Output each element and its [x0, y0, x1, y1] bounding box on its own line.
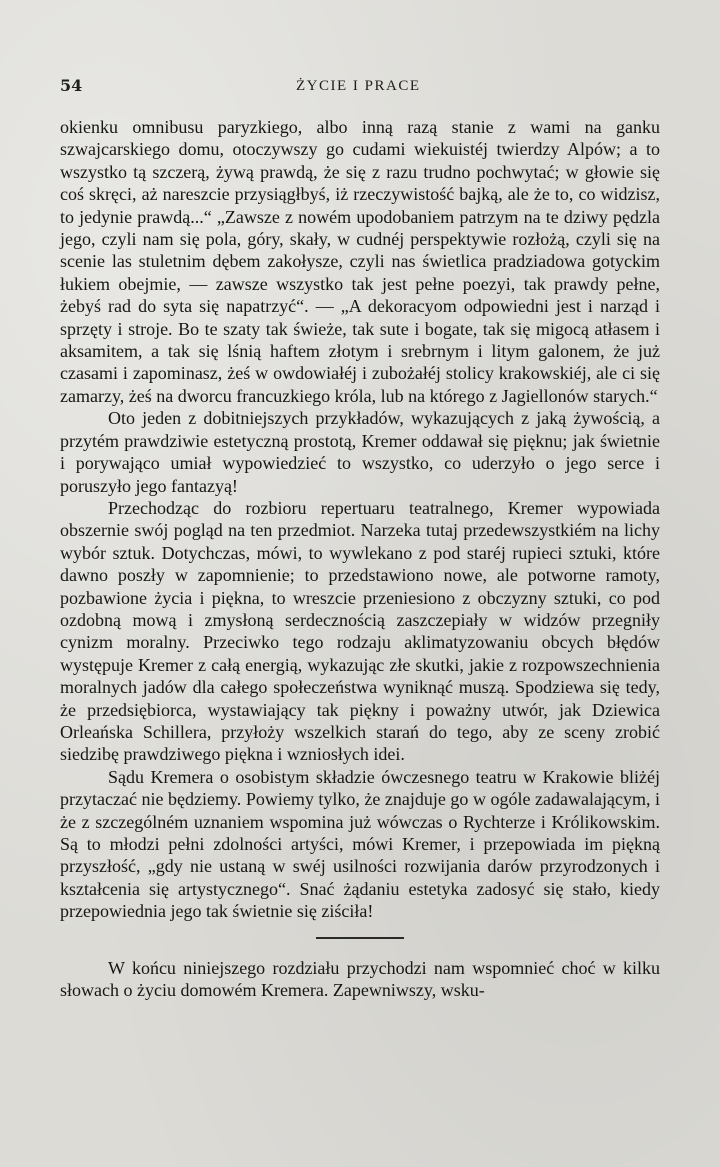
- page-number: 54: [60, 76, 83, 95]
- paragraph-domestic-life: W końcu niniejszego rozdziału przychodzi nam wspomnieć choć w kilku słowach o życiu domowém Kremera. Zapewniwszy, wsku-: [60, 957, 660, 1001]
- running-head: ŻYCIE I PRACE: [296, 78, 421, 94]
- paragraph-repertoire: Przechodząc do rozbioru repertuaru teatralnego, Kremer wypowiada obszernie swój pogląd na ten przedmiot. Narzeka tutaj przedewszystkiém na lichy wybór sztuk. Dotychczas, mówi, to wywlekano z pod staréj rupieci sztuki, które dawno poszły w zapomnienie; to przedstawiono nowe, ale potworne ramoty, pozbawione życia i piękna, to wreszcie przeniesiono z obczyzny sztuki, co pod ozdobną mową i zmysłoną serdecznością zaszczepiały w widzów przegniły cynizm moralny. Przeciwko tego rodzaju aklimatyzowaniu obcych błędów występuje Kremer z całą energią, wykazując złe skutki, jakie z rozpowszechnienia moralnych jadów dla całego społeczeństwa wyniknąć muszą. Spodziewa się tedy, że przedsiębiorca, wystawiający tak piękny i poważny utwór, jak Dziewica Orleańska Schillera, przyłoży wszelkich starań do tego, aby ze sceny zrobić siedzibę prawdziwego piękna i wzniosłych idei.: [60, 497, 660, 765]
- paragraph-example: Oto jeden z dobitniejszych przykładów, wykazujących z jaką żywością, a przytém prawdziwie estetyczną prostotą, Kremer oddawał się pięknu; jak świetnie i porywająco umiał wypowiedzieć to wszystko, co uderzyło o jego serce i poruszyło jego fantazyą!: [60, 408, 660, 496]
- section-divider: [316, 937, 404, 939]
- paragraph-theatre-staff: Sądu Kremera o osobistym składzie ówczesnego teatru w Krakowie bliżéj przytaczać nie będziemy. Powiemy tylko, że znajduje go w ogóle zadawalającym, i że z szczególném uznaniem wspomina już wówczas o Rychterze i Królikowskim. Są to młodzi pełni zdolności artyści, mówi Kremer, i przepowiada im piękną przyszłość, „gdy nie ustaną w swéj usilności rozwijania darów przyrodzonych i kształcenia się artystycznego“. Snać żądaniu estetyka zadosyć się stało, kiedy przepowiednia jego tak świetnie się ziściła!: [60, 766, 660, 922]
- paragraph-continued-quote: okienku omnibusu paryzkiego, albo inną razą stanie z wami na ganku szwajcarskiego domu, otoczywszy go cudami wiekuistéj twierdzy Alpów; a to wszystko tą szczerą, żywą prawdą, że się z razu trudno pochwytać; w głowie się coś skręci, aż nareszcie przysiągłbyś, iż rzeczywistość bajką, ale że to, co widzisz, to jedynie prawdą...“ „Zawsze z nowém upodobaniem patrzym na te dziwy pędzla jego, czyli nam się pola, góry, skały, w cudnéj perspektywie rozłożą, czyli się na scenie las stuletnim dębem zakołysze, czyli nas świetlica pradziadowa gotyckim łukiem obejmie, — zawsze wszystko tak jest pełne poezyi, tak prawdy pełne, żebyś rad do syta się napatrzyć“. — „A dekoracyom odpowiedni jest i narząd i sprzęty i stroje. Bo te szaty tak świeże, tak sute i bogate, tak się migocą atłasem i aksamitem, a tak się lśnią haftem złotym i srebrnym i litym galonem, że już czasami i zapominasz, żeś w owdowiałéj i zubożałéj stolicy krakowskiéj, ale ci się zamarzy, żeś na dworcu francuzkiego króla, lub na którego z Jagiellonów starych.“: [60, 117, 660, 406]
- page-header: [60, 76, 660, 102]
- body-text: [60, 116, 660, 1001]
